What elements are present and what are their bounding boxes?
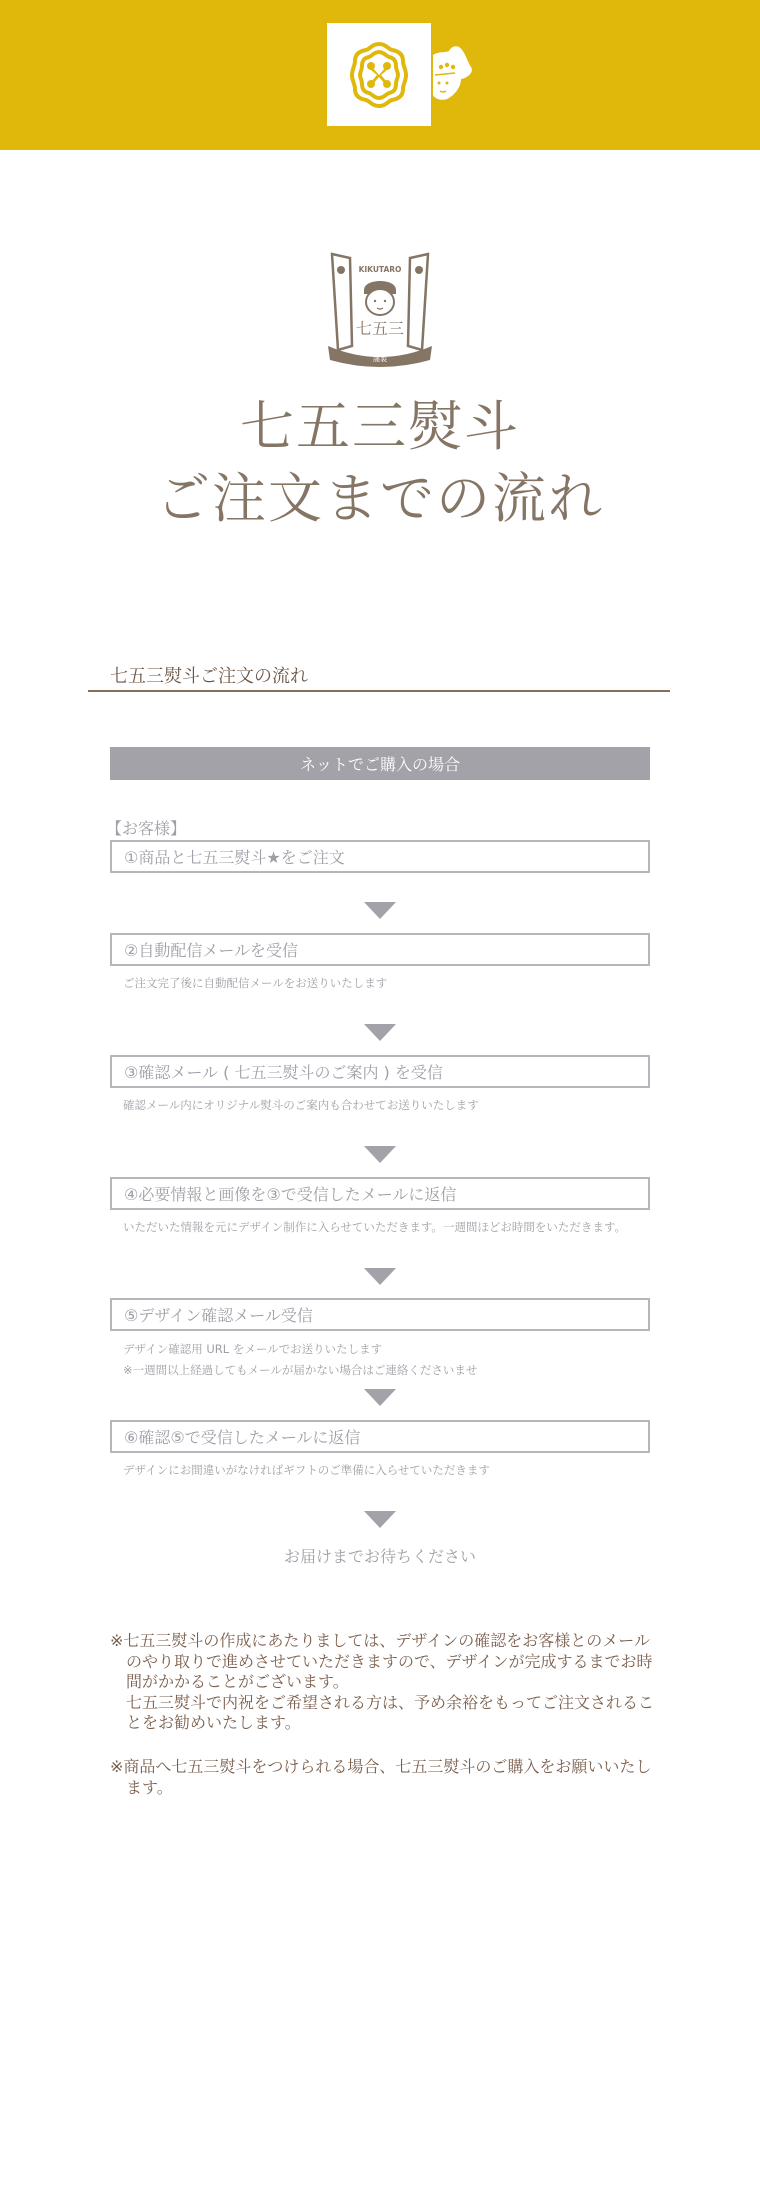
delivery-wait-message: お届けまでお待ちください	[283, 1547, 476, 1566]
down-arrow-icon	[364, 1146, 396, 1163]
step-1-box: ①商品と七五三熨斗★をご注文	[110, 840, 650, 873]
down-arrow-icon	[364, 1389, 396, 1406]
step-3-box: ③確認メール ( 七五三熨斗のご案内 ) を受信	[110, 1055, 650, 1088]
down-arrow-icon	[364, 902, 396, 919]
step-5-note-2: ※一週間以上経過してもメールが届かない場合はご連絡くださいませ	[123, 1363, 478, 1377]
svg-text:KIKUTARO: KIKUTARO	[358, 265, 402, 274]
step-2-note: ご注文完了後に自動配信メールをお送りいたします	[123, 976, 388, 990]
page-title-line-2: ご注文までの流れ	[156, 467, 604, 530]
down-arrow-icon	[364, 1024, 396, 1041]
notice-2-para-1: ※商品へ七五三熨斗をつけられる場合、七五三熨斗のご購入をお願いいたします。	[110, 1757, 652, 1797]
page-title-line-1: 七五三熨斗	[240, 395, 520, 458]
section-divider	[88, 690, 670, 692]
step-6-note: デザインにお間違いがなければギフトのご準備に入らせていただきます	[123, 1463, 490, 1477]
step-2-box: ②自動配信メールを受信	[110, 933, 650, 966]
step-4-note: いただいた情報を元にデザイン制作に入らせていただきます。一週間ほどお時間をいただきます。	[123, 1220, 627, 1234]
online-purchase-bar: ネットでご購入の場合	[110, 747, 650, 780]
section-heading: 七五三熨斗ご注文の流れ	[110, 666, 308, 687]
step-5-note-1: デザイン確認用 URL をメールでお送りいたします	[123, 1342, 383, 1356]
step-5-box: ⑤デザイン確認メール受信	[110, 1298, 650, 1331]
notice-1-para-2: 七五三熨斗で内祝をご希望される方は、予め余裕をもってご注文されることをお勧めいたします。	[126, 1692, 655, 1732]
kiku-crest-icon	[348, 40, 410, 110]
header-banner	[0, 0, 760, 150]
mascot-peek-icon	[431, 43, 491, 108]
svg-text:七五三: 七五三	[355, 319, 405, 338]
notice-1-para-1: ※七五三熨斗の作成にあたりましては、デザインの確認をお客様とのメールのやり取りで進めさせていただきますので、デザインが完成するまでお時間がかかることがございます。	[110, 1631, 653, 1691]
down-arrow-icon	[364, 1268, 396, 1285]
step-6-box: ⑥確認⑤で受信したメールに返信	[110, 1420, 650, 1453]
design-time-notice	[110, 1631, 655, 1734]
step-3-note: 確認メール内にオリジナル熨斗のご案内も合わせてお送りいたします	[123, 1098, 479, 1112]
kikutaro-shichigosan-emblem	[322, 250, 438, 368]
customer-label: 【お客様】	[106, 819, 187, 838]
purchase-required-notice	[110, 1757, 655, 1798]
down-arrow-icon	[364, 1511, 396, 1528]
step-4-box: ④必要情報と画像を③で受信したメールに返信	[110, 1177, 650, 1210]
svg-text:謹製: 謹製	[373, 355, 387, 363]
brand-logo-card[interactable]	[327, 23, 431, 126]
